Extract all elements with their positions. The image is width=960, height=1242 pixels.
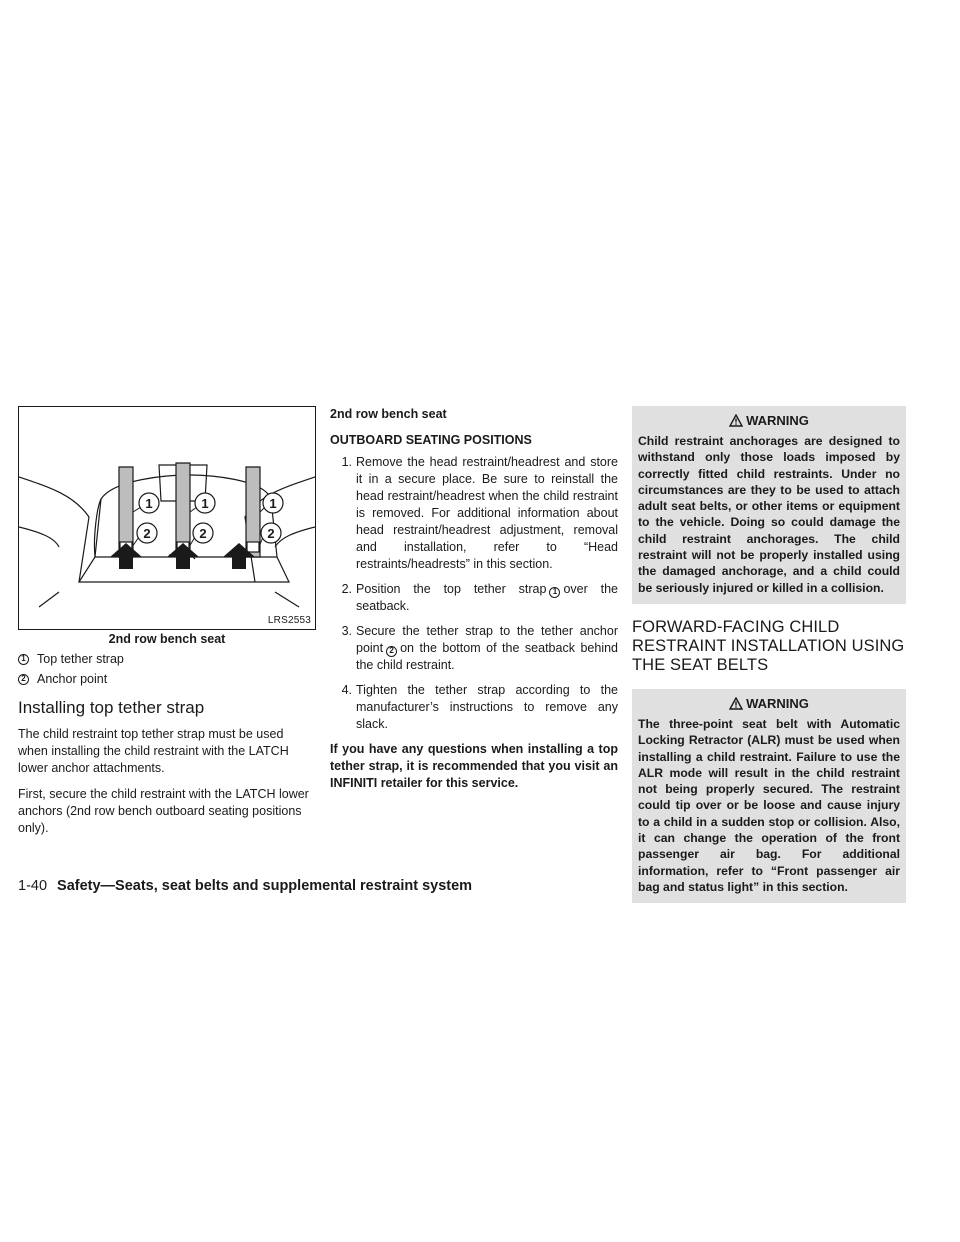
list-item: 3. Secure the tether strap to the tether anchor point 2 on the bottom of the seatback behind the child restraint. <box>341 624 618 672</box>
right-column <box>632 406 906 903</box>
callout-2-left-label: 2 <box>143 526 151 541</box>
warning-text: The three-point seat belt with Automatic Locking Retractor (ALR) must be used when installing a child restraint. Failure to use the ALR mode will result in the child restraint not being properly secured. The restraint could tip over or be loose and cause injury to a child in a sudden stop or collision. Also, it can change the operation of the front passenger air bag. For additional information, refer to “Front passenger air bag and status light” in this section. <box>638 716 900 894</box>
install-paragraph-1: The child restraint top tether strap must be used when installing the child restraint with the LATCH lower anchor attachments. <box>18 727 289 775</box>
warning-text: Child restraint anchorages are designed to withstand only those loads imposed by correctly fitted child restraints. Under no circumstances are they to be used to attach adult seat belts, or other items or equipment to the vehicle. Doing so could damage the child restraint anchorages. The child restraint will not be properly installed using the damaged anchorage, and a child could be seriously injured or killed in a collision. <box>638 434 900 595</box>
positions-heading: OUTBOARD SEATING POSITIONS <box>330 433 532 447</box>
footer-section-title: Safety—Seats, seat belts and supplemental restraint system <box>57 878 473 894</box>
figure-caption: 2nd row bench seat <box>108 632 226 646</box>
arrow-up-icon <box>167 543 199 569</box>
install-heading: Installing top tether strap <box>18 698 205 717</box>
install-paragraph-2: First, secure the child restraint with the LATCH lower anchors (2nd row bench outboard seating positions only). <box>18 787 309 835</box>
callout-number: 1 <box>18 654 29 665</box>
callout-number: 1 <box>549 587 560 598</box>
left-column <box>18 406 316 846</box>
legend-item <box>18 672 316 686</box>
warning-box <box>632 689 906 903</box>
middle-column <box>330 406 618 801</box>
list-item: 1. Remove the head restraint/headrest and store it in a secure place. Be sure to reinstall the head restraint/headrest when the child restraint is removed. For additional information about head restraint/headrest adjustment, removal and installation, refer to “Head restraints/headrests” in this section. <box>341 455 618 571</box>
callout-1-right-label: 1 <box>269 496 277 511</box>
figure-code: LRS2553 <box>267 615 311 626</box>
closing-note: If you have any questions when installing a top tether strap, it is recommended that you visit an INFINITI retailer for this service. <box>330 742 618 790</box>
callout-1-left-label: 1 <box>145 496 153 511</box>
warning-icon <box>729 697 743 710</box>
list-item: 2. Position the top tether strap 1 over the seatback. <box>341 582 618 613</box>
warning-icon <box>729 414 743 427</box>
bench-seat-diagram <box>19 407 315 629</box>
legend-label: Top tether strap <box>37 652 124 666</box>
list-item: 4. Tighten the tether strap according to the manufacturer’s instructions to remove any slack. <box>341 683 618 731</box>
seat-illustration <box>18 406 316 630</box>
steps-list <box>330 454 618 733</box>
callout-1-center-label: 1 <box>201 496 209 511</box>
callout-2-right-label: 2 <box>267 526 275 541</box>
warning-title: WARNING <box>746 413 809 428</box>
page-footer <box>18 878 472 894</box>
page-number: 1-40 <box>18 878 48 894</box>
legend-label: Anchor point <box>37 672 108 686</box>
callout-2-center-label: 2 <box>199 526 207 541</box>
seat-heading: 2nd row bench seat <box>330 407 447 421</box>
callout-number: 2 <box>18 674 29 685</box>
arrow-up-icon <box>110 543 142 569</box>
legend-item <box>18 652 316 666</box>
section-heading: FORWARD-FACING CHILD RESTRAINT INSTALLATION USING THE SEAT BELTS <box>632 617 905 674</box>
callout-number: 2 <box>386 646 397 657</box>
warning-title: WARNING <box>746 695 809 711</box>
warning-box <box>632 406 906 604</box>
